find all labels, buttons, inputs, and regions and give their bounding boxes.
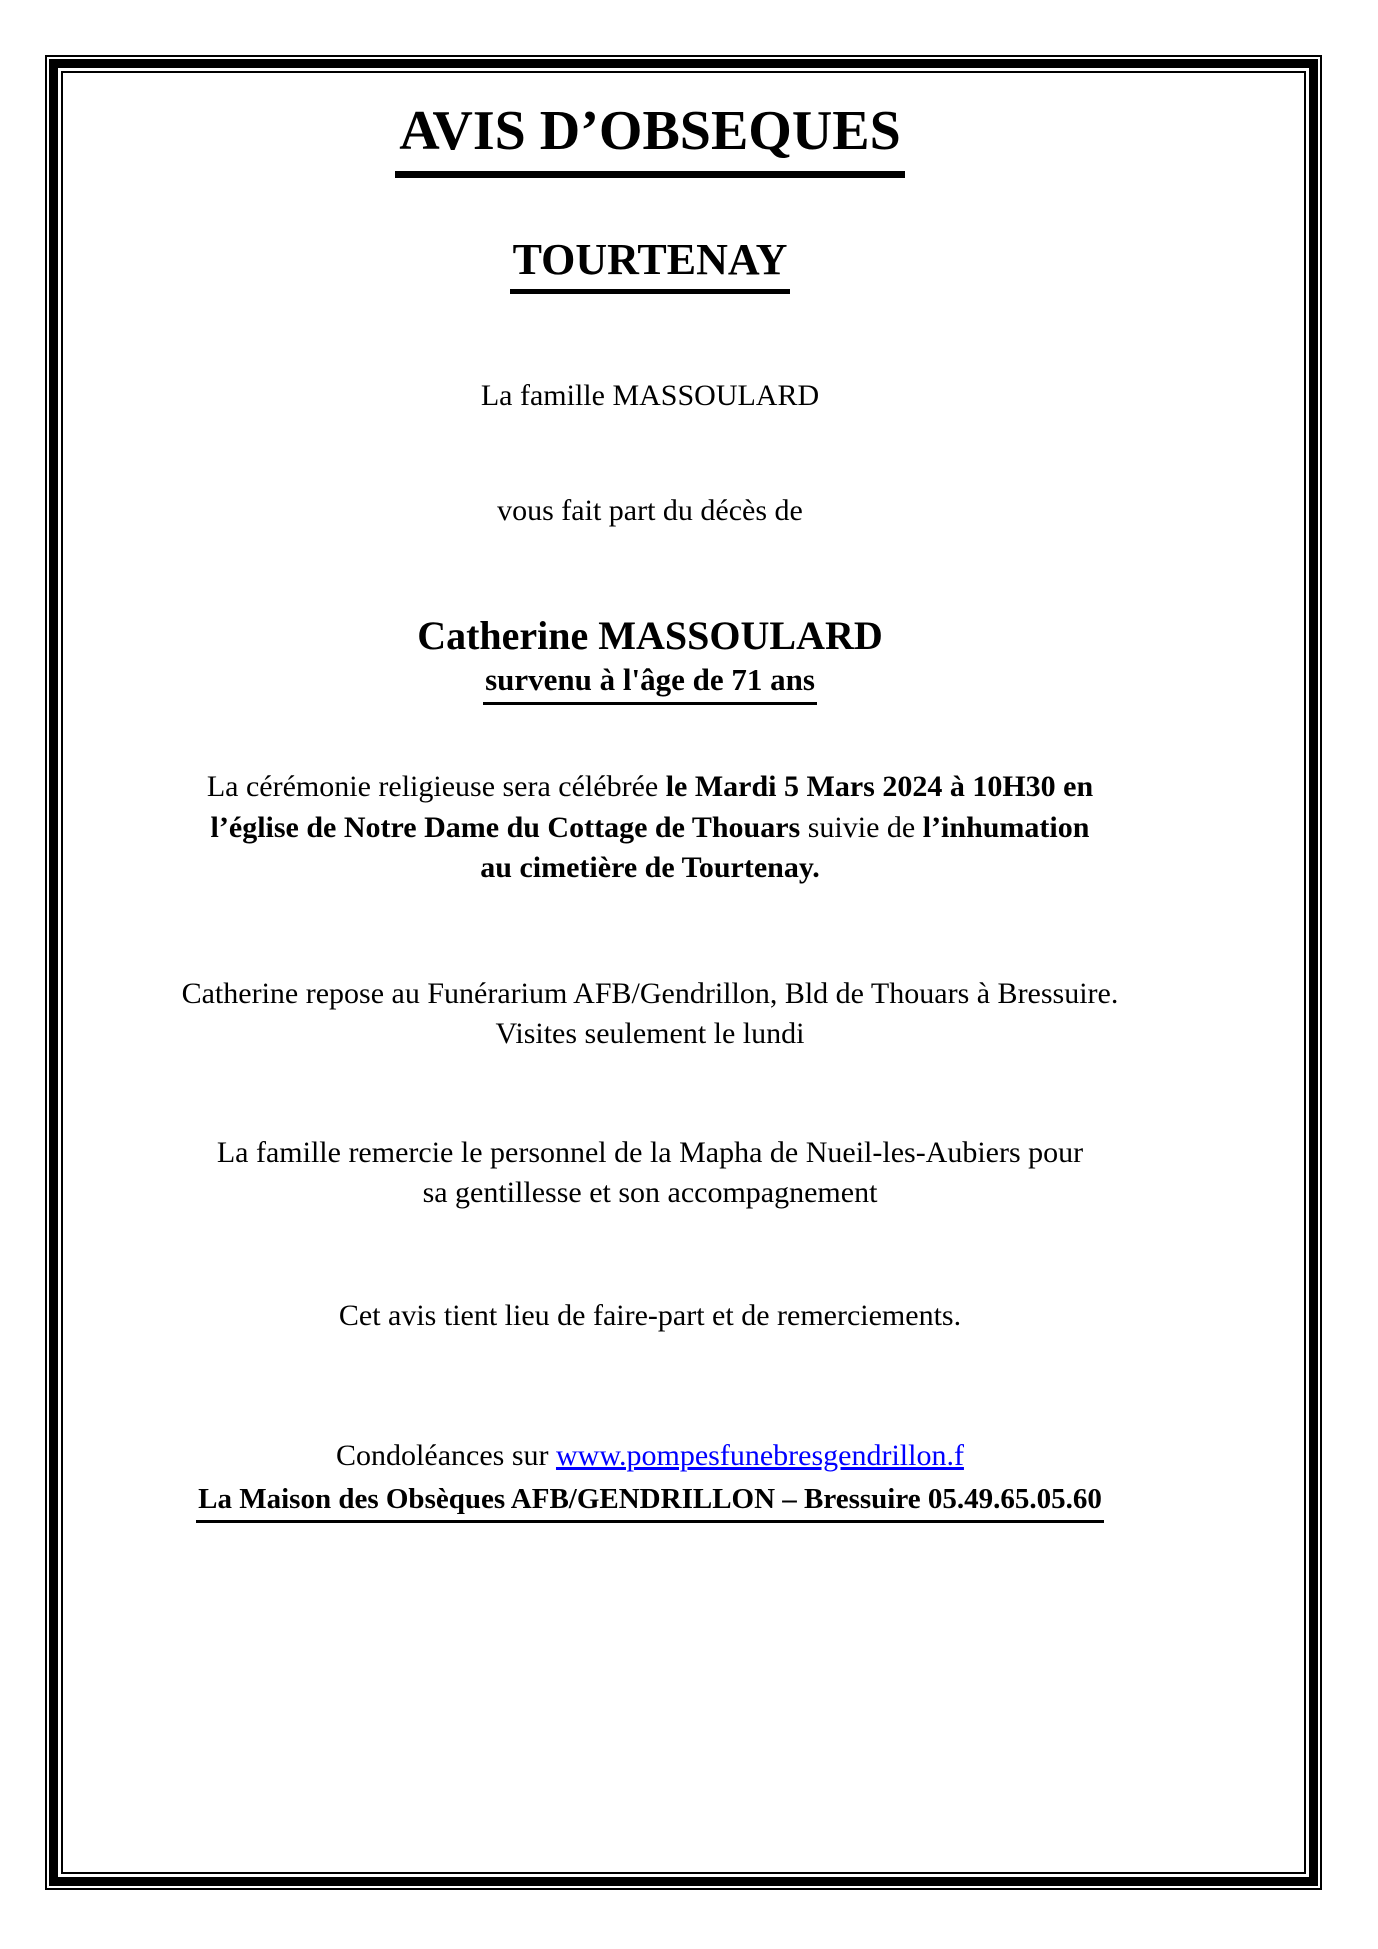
ceremony-burial-bold: l’inhumation [922,810,1090,844]
visits-line: Visites seulement le lundi [495,1017,805,1051]
repose-paragraph [63,974,1237,1055]
page-border-thick-band [49,59,1318,1886]
page-border-frame [45,55,1322,1890]
thanks-paragraph [63,1133,1237,1214]
deceased-name: Catherine MASSOULARD [417,612,883,658]
ceremony-text-regular-2: suivie de [800,810,923,844]
family-line: La famille MASSOULARD [480,378,820,412]
repose-line: Catherine repose au Funérarium AFB/Gendrillon, Bld de Thouars à Bressuire. [181,976,1119,1010]
age-line [63,660,1237,705]
ceremony-paragraph [63,767,1237,889]
funeral-home-underlined-text: La Maison des Obsèques AFB/GENDRILLON – Bressuire 05.49.65.05.60 [196,1481,1104,1524]
page-border-inner-line [61,71,1306,1874]
ceremony-church-bold: l’église de Notre Dame du Cottage de Thouars [210,810,801,844]
condolences-link[interactable]: www.pompesfunebresgendrillon.f [555,1439,964,1473]
location-underlined-text: TOURTENAY [510,236,791,294]
thanks-line-1: La famille remercie le personnel de la Mapha de Nueil-les-Aubiers pour [216,1135,1084,1169]
page-title-underlined-text: AVIS D’OBSEQUES [395,101,905,178]
notice-content [63,101,1304,1874]
notice-disclaimer-line: Cet avis tient lieu de faire-part et de remerciements. [338,1298,962,1332]
age-underlined-text: survenu à l'âge de 71 ans [483,660,817,705]
ceremony-cemetery-bold: au cimetière de Tourtenay. [480,851,820,885]
thanks-line-2: sa gentillesse et son accompagnement [422,1176,878,1210]
funeral-home-line [63,1481,1237,1524]
condolences-prefix: Condoléances sur [336,1439,556,1473]
announcement-line: vous fait part du décès de [497,494,803,528]
condolences-paragraph [63,1436,1237,1477]
ceremony-text-regular: La cérémonie religieuse sera célébrée [206,770,666,804]
page-title [63,101,1237,178]
ceremony-datetime-bold: le Mardi 5 Mars 2024 à 10H30 en [665,770,1094,804]
location-heading [63,236,1237,294]
